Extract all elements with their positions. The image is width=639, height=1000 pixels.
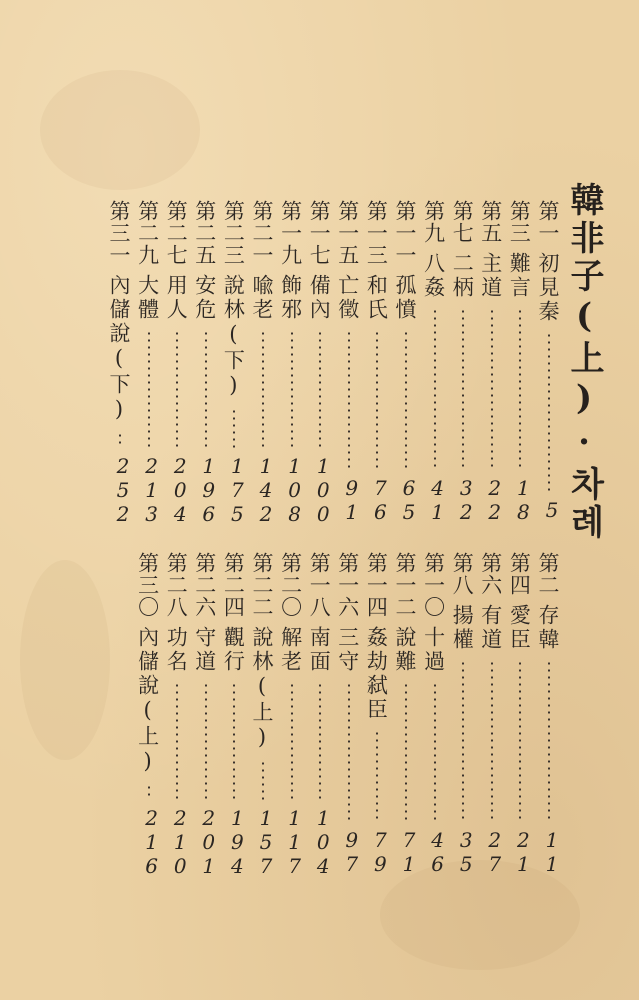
chapter-number: 第二四: [221, 552, 246, 618]
dot-leader: [548, 660, 550, 822]
toc-entry: [421, 552, 450, 876]
chapter-title: 備內: [307, 274, 332, 322]
dot-leader: [205, 682, 207, 800]
page-number: 65: [397, 476, 421, 524]
chapter-number: 第一七: [307, 200, 332, 266]
toc-entry: [164, 200, 193, 526]
chapter-number: 第一三: [364, 200, 389, 266]
toc-entry: [221, 200, 250, 526]
chapter-title: 愛臣: [507, 604, 532, 652]
chapter-title: 功名: [164, 626, 189, 674]
chapter-number: 第三: [507, 200, 532, 244]
page-number: 204: [168, 454, 193, 526]
chapter-title: 說林(下): [221, 274, 246, 400]
page-number: 11: [540, 828, 564, 876]
chapter-title: 喩老: [250, 274, 274, 322]
toc-entry: [537, 200, 563, 520]
chapter-number: 第二一: [250, 200, 274, 266]
dot-leader: [491, 308, 493, 470]
chapter-number: 第一六: [335, 552, 360, 618]
toc-entry: [135, 552, 164, 878]
toc-entry: [307, 200, 336, 526]
page-number: 27: [482, 828, 507, 876]
chapter-number: 第一九: [278, 200, 303, 266]
page-number: 117: [282, 806, 307, 878]
chapter-title: 亡徵: [335, 274, 360, 322]
chapter-title: 難言: [507, 252, 532, 300]
page-number: 216: [139, 806, 164, 878]
chapter-number: 第二六: [192, 552, 217, 618]
dot-leader: [205, 330, 207, 448]
toc-entry: [192, 552, 221, 878]
toc-entry: [278, 200, 307, 526]
page-number: 142: [254, 454, 278, 526]
toc-entry: [221, 552, 250, 878]
dot-leader: [262, 330, 264, 448]
toc-entry: [393, 552, 421, 876]
chapter-title: 孤憤: [393, 274, 417, 322]
chapter-number: 第二八: [164, 552, 189, 618]
dot-leader: [233, 682, 235, 800]
page-number: 18: [511, 476, 536, 524]
dot-leader: [548, 332, 550, 492]
toc-entry: [478, 552, 507, 876]
paper-stain: [20, 560, 110, 760]
chapter-title: 守道: [192, 626, 217, 674]
chapter-number: 第六: [478, 552, 503, 596]
page-number: 196: [196, 454, 221, 526]
toc-entry: [536, 552, 564, 876]
page-number: 46: [425, 828, 450, 876]
toc-entry: [164, 552, 193, 878]
chapter-title: 安危: [192, 274, 217, 322]
chapter-number: 第三一: [107, 200, 131, 266]
toc-entry: [335, 552, 364, 876]
toc-entry: [393, 200, 421, 524]
page-number: 213: [139, 454, 164, 526]
dot-leader: [519, 308, 521, 470]
dot-leader: [519, 660, 521, 822]
chapter-number: 第二九: [135, 200, 160, 266]
chapter-number: 第二三: [221, 200, 246, 266]
chapter-title: 內儲說(下): [107, 274, 131, 424]
chapter-number: 第一四: [364, 552, 389, 618]
chapter-number: 第一一: [393, 200, 417, 266]
dot-leader: [348, 682, 350, 822]
chapter-number: 第三〇: [135, 552, 160, 618]
dot-leader: [291, 682, 293, 800]
chapter-title: 解老: [278, 626, 303, 674]
toc-entry: [135, 200, 164, 526]
dot-leader: [233, 408, 235, 448]
dot-leader: [348, 330, 350, 470]
chapter-title: 十過: [421, 626, 446, 674]
page-number: 100: [311, 454, 336, 526]
toc-entry: [307, 552, 336, 878]
chapter-title: 三守: [335, 626, 360, 674]
chapter-number: 第一: [536, 200, 560, 244]
toc-entry: [507, 200, 536, 524]
chapter-number: 第一八: [307, 552, 332, 618]
chapter-title: 南面: [307, 626, 332, 674]
chapter-title: 姦劫弑臣: [364, 626, 389, 722]
page-number: 108: [282, 454, 307, 526]
chapter-number: 第一〇: [421, 552, 446, 618]
chapter-number: 第二〇: [278, 552, 303, 618]
dot-leader: [262, 760, 264, 800]
page-number: 104: [311, 806, 336, 878]
page-number: 32: [454, 476, 479, 524]
page-number: 194: [225, 806, 250, 878]
dot-leader: [434, 308, 436, 470]
chapter-number: 第二: [536, 552, 560, 596]
toc-entry: [478, 200, 507, 524]
page-number: 97: [339, 828, 364, 876]
chapter-title: 說難: [393, 626, 417, 674]
page-number: 21: [511, 828, 536, 876]
page-number: 79: [368, 828, 393, 876]
page-number: 210: [168, 806, 193, 878]
page-number: 252: [111, 454, 135, 526]
toc-entry: [335, 200, 364, 524]
page-number: 201: [196, 806, 221, 878]
chapter-title: 內儲說(上): [135, 626, 160, 776]
page-number: 76: [368, 476, 393, 524]
toc-entry: [450, 552, 479, 876]
dot-leader: [291, 330, 293, 448]
chapter-number: 第九: [421, 200, 446, 244]
toc-entry: [250, 552, 278, 878]
dot-leader: [405, 682, 407, 822]
toc-entry: [450, 200, 479, 524]
chapter-number: 第四: [507, 552, 532, 596]
chapter-number: 第一五: [335, 200, 360, 266]
chapter-number: 第二二: [250, 552, 274, 618]
dot-leader: [376, 730, 378, 822]
chapter-number: 第二七: [164, 200, 189, 266]
page-title: 韓非子(上)·차례: [564, 182, 604, 542]
dot-leader: [148, 330, 150, 448]
chapter-title: 觀行: [221, 626, 246, 674]
chapter-title: 說林(上): [250, 626, 274, 752]
chapter-number: 第一二: [393, 552, 417, 618]
dot-leader: [491, 660, 493, 822]
chapter-title: 二柄: [450, 252, 475, 300]
dot-leader: [176, 330, 178, 448]
dot-leader: [462, 660, 464, 822]
toc-entry: [364, 200, 393, 524]
chapter-number: 第七: [450, 200, 475, 244]
chapter-title: 和氏: [364, 274, 389, 322]
chapter-title: 大體: [135, 274, 160, 322]
dot-leader: [319, 330, 321, 448]
page-number: 71: [397, 828, 421, 876]
toc-entry: [507, 552, 536, 876]
dot-leader: [462, 308, 464, 470]
chapter-title: 揚權: [450, 604, 475, 652]
page-number: 22: [482, 476, 507, 524]
chapter-number: 第八: [450, 552, 475, 596]
chapter-title: 有道: [478, 604, 503, 652]
dot-leader: [319, 682, 321, 800]
page-number: 35: [454, 828, 479, 876]
chapter-title: 飾邪: [278, 274, 303, 322]
toc-entry: [192, 200, 221, 526]
dot-leader: [405, 330, 407, 470]
page-number: 175: [225, 454, 250, 526]
chapter-title: 八姦: [421, 252, 446, 300]
chapter-number: 第五: [478, 200, 503, 244]
dot-leader: [176, 682, 178, 800]
toc-entry: [250, 200, 278, 526]
chapter-title: 初見秦: [536, 252, 560, 324]
dot-leader: [376, 330, 378, 470]
paper-stain: [40, 70, 200, 190]
chapter-number: 第二五: [192, 200, 217, 266]
page-number: 91: [339, 476, 364, 524]
dot-leader: [434, 682, 436, 822]
dot-leader: [148, 784, 150, 800]
page-number: 5: [540, 498, 564, 522]
chapter-title: 主道: [478, 252, 503, 300]
toc-entry: [421, 200, 450, 524]
page-number: 157: [254, 806, 278, 878]
toc-entry: [364, 552, 393, 876]
toc-entry: [278, 552, 307, 878]
toc-entry: [107, 200, 135, 526]
chapter-title: 存韓: [536, 604, 560, 652]
dot-leader: [119, 432, 121, 448]
page-number: 41: [425, 476, 450, 524]
chapter-title: 用人: [164, 274, 189, 322]
paper-stain: [380, 860, 580, 970]
